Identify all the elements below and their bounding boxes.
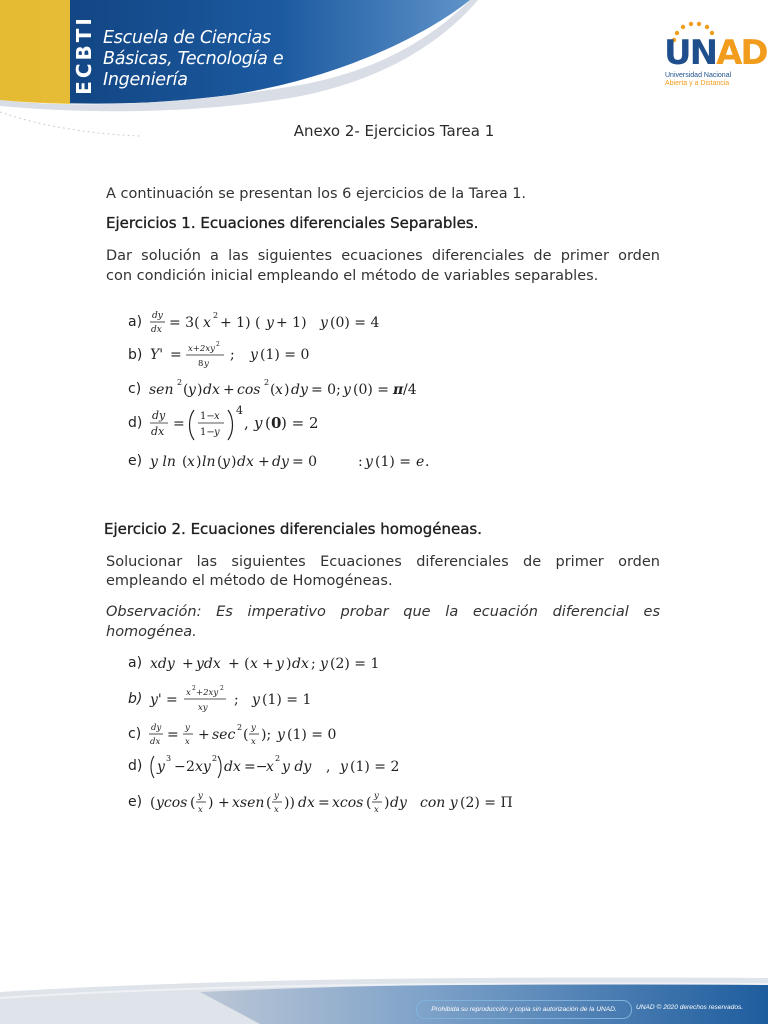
svg-text:dy: dy xyxy=(291,382,309,398)
svg-text:y: y xyxy=(157,759,166,775)
svg-text:y: y xyxy=(214,427,221,438)
svg-text:x: x xyxy=(185,737,190,747)
svg-text:2: 2 xyxy=(264,378,270,387)
logo-subtitle-line-1: Universidad Nacional xyxy=(665,72,732,79)
exercise1-b-label: b) xyxy=(128,347,143,363)
svg-text:(: ( xyxy=(366,795,372,811)
exercise2-e-label: e) xyxy=(128,794,143,810)
svg-text:y: y xyxy=(266,315,274,331)
svg-text:dy: dy xyxy=(152,311,163,321)
school-name-line-2: Básicas, Tecnología e xyxy=(103,49,284,69)
svg-text:y dy: y dy xyxy=(282,759,312,775)
exercise2-a-label: a) xyxy=(128,655,143,671)
school-name xyxy=(103,28,343,91)
svg-text:xy: xy xyxy=(198,703,208,713)
svg-text:y: y xyxy=(365,454,373,470)
svg-text:2: 2 xyxy=(213,311,219,320)
svg-text:) = 2: ) = 2 xyxy=(281,414,319,432)
svg-text:e: e xyxy=(416,454,425,470)
svg-text:y: y xyxy=(254,414,263,432)
svg-text:0: 0 xyxy=(271,414,282,432)
svg-text:=: = xyxy=(173,416,186,432)
exercise2-c xyxy=(128,720,407,748)
svg-text:−: − xyxy=(174,759,187,775)
svg-text:x: x xyxy=(250,656,258,672)
exercise2-c-equation xyxy=(147,720,407,748)
svg-text:(: ( xyxy=(243,727,249,743)
svg-text:): ) xyxy=(197,382,203,398)
logo-subtitle-line-2: Abierta y a Distancia xyxy=(665,80,730,87)
section2-heading: Ejercicio 2. Ecuaciones diferenciales homogéneas. xyxy=(104,520,482,538)
svg-text:(: ( xyxy=(217,454,223,470)
svg-text:(1) = 0: (1) = 0 xyxy=(260,347,310,363)
svg-text:8: 8 xyxy=(198,359,204,369)
svg-text:xy: xy xyxy=(195,759,212,775)
exercise1-b-equation xyxy=(148,341,388,369)
section1-heading: Ejercicios 1. Ecuaciones diferenciales Separables. xyxy=(106,214,479,232)
svg-text:(: ( xyxy=(150,795,156,811)
svg-text:(: ( xyxy=(265,414,272,432)
svg-text:+2xy: +2xy xyxy=(196,688,219,698)
exercise1-e xyxy=(128,448,468,474)
exercise2-d-label: d) xyxy=(128,758,143,774)
svg-text:+: + xyxy=(223,382,235,398)
svg-text:x: x xyxy=(374,805,379,815)
svg-text:dx: dx xyxy=(298,795,315,811)
svg-text:4: 4 xyxy=(236,404,244,417)
svg-text:y: y xyxy=(374,791,379,801)
svg-text:,: , xyxy=(244,414,250,432)
svg-text:2: 2 xyxy=(237,723,243,732)
svg-text:x+2xy: x+2xy xyxy=(188,344,216,354)
svg-text:y': y' xyxy=(150,692,163,708)
svg-text:y: y xyxy=(198,791,203,801)
svg-text:x: x xyxy=(266,759,275,775)
section1-instruction-line-1: Dar solución a las siguientes ecuaciones diferenciales de primer orden xyxy=(106,248,660,264)
svg-text:): ) xyxy=(208,795,214,811)
svg-text:(2) = Π: (2) = Π xyxy=(460,795,513,811)
svg-text:): ) xyxy=(286,656,292,672)
svg-text:);: ); xyxy=(261,727,272,743)
logo-subtitle xyxy=(665,72,749,88)
svg-text:y: y xyxy=(340,759,349,775)
exercise1-a-equation xyxy=(148,309,418,335)
exercise2-a xyxy=(128,650,428,676)
svg-text:y ln: y ln xyxy=(150,454,176,470)
section1-instruction-line-2: con condición inicial empleando el método de variables separables. xyxy=(106,268,599,284)
exercise2-d-equation xyxy=(148,752,448,780)
svg-text:): ) xyxy=(384,795,390,811)
svg-text:(2) = 1: (2) = 1 xyxy=(330,656,380,672)
svg-text:y: y xyxy=(276,656,284,672)
svg-text:y: y xyxy=(277,727,286,743)
svg-text:2: 2 xyxy=(216,341,221,348)
svg-text:x: x xyxy=(186,688,192,698)
svg-text:+ 1) (: + 1) ( xyxy=(220,315,261,331)
svg-text:dx: dx xyxy=(203,382,221,398)
ecbti-text: ECBTI xyxy=(72,15,97,95)
svg-text:): ) xyxy=(231,454,237,470)
svg-text:dx: dx xyxy=(151,425,165,438)
svg-text:2: 2 xyxy=(275,754,281,763)
svg-text:(0) =: (0) = xyxy=(353,382,390,398)
exercise2-a-equation xyxy=(148,650,428,676)
exercise2-c-label: c) xyxy=(128,726,142,742)
exercise2-b-equation xyxy=(148,684,388,714)
svg-text:Y': Y' xyxy=(150,347,164,363)
school-name-line-3: Ingeniería xyxy=(103,70,188,90)
svg-text:(1) = 0: (1) = 0 xyxy=(287,727,337,743)
svg-text:dx: dx xyxy=(150,737,161,747)
exercise2-d xyxy=(128,752,448,780)
logo-ad: AD xyxy=(716,33,767,73)
svg-text:=−: =− xyxy=(244,759,268,775)
svg-text:=: = xyxy=(167,727,179,743)
svg-text:1−: 1− xyxy=(200,427,216,438)
svg-text:x: x xyxy=(275,382,284,398)
svg-text:2: 2 xyxy=(220,685,225,692)
svg-text:dx: dx xyxy=(224,759,242,775)
svg-text:y: y xyxy=(188,382,197,398)
exercise1-d xyxy=(128,404,368,442)
svg-text:con y: con y xyxy=(420,795,458,811)
svg-text:cos: cos xyxy=(237,382,261,398)
exercise2-b xyxy=(128,684,388,714)
svg-text:=: = xyxy=(318,795,330,811)
svg-text:(: ( xyxy=(182,454,188,470)
svg-text:xsen: xsen xyxy=(232,795,265,811)
svg-text:dx: dx xyxy=(237,454,254,470)
svg-text:=: = xyxy=(166,692,179,708)
logo-un: UN xyxy=(664,33,717,73)
svg-text:): ) xyxy=(284,382,290,398)
svg-text:sec: sec xyxy=(212,727,236,743)
footer-notice: Prohibida su reproducción y copia sin autorización de la UNAD. xyxy=(416,1000,632,1019)
svg-text:y: y xyxy=(250,347,259,363)
svg-text:x: x xyxy=(274,805,279,815)
svg-text:y: y xyxy=(185,723,190,733)
svg-text:;: ; xyxy=(230,347,236,363)
svg-text:2: 2 xyxy=(177,378,183,387)
svg-text:2: 2 xyxy=(192,685,197,692)
unad-logo xyxy=(664,20,767,90)
exercise1-d-equation xyxy=(148,404,368,442)
exercise1-e-equation xyxy=(148,448,468,474)
exercise1-a xyxy=(128,309,418,335)
intro-paragraph: A continuación se presentan los 6 ejercicios de la Tarea 1. xyxy=(106,186,527,202)
exercise1-c-label: c) xyxy=(128,381,142,397)
svg-text:+: + xyxy=(258,454,270,470)
footer-banner xyxy=(0,972,768,1024)
svg-text:x: x xyxy=(198,805,203,815)
exercise1-d-label: d) xyxy=(128,415,143,431)
svg-text:x: x xyxy=(203,315,211,331)
svg-text::: : xyxy=(358,454,363,470)
svg-text:2: 2 xyxy=(186,759,196,775)
svg-text:(: ( xyxy=(183,382,189,398)
svg-text:xcos: xcos xyxy=(332,795,364,811)
ecbti-vertical-label xyxy=(72,15,97,95)
exercise1-b xyxy=(128,342,388,368)
svg-text:(: ( xyxy=(270,382,276,398)
svg-text:;: ; xyxy=(311,656,316,672)
svg-text:= 3(: = 3( xyxy=(169,315,200,331)
svg-text:x: x xyxy=(187,454,195,470)
svg-text:y: y xyxy=(251,723,256,733)
svg-text:ln: ln xyxy=(202,454,216,470)
exercise1-a-label: a) xyxy=(128,314,143,330)
svg-text:+ 1): + 1) xyxy=(276,315,307,331)
svg-text:;: ; xyxy=(234,692,240,708)
svg-text:dy: dy xyxy=(151,723,162,733)
svg-text:dy: dy xyxy=(272,454,289,470)
section2-observation-line-1: Observación: Es imperativo probar que la ecuación diferencial es xyxy=(106,604,660,620)
svg-text:(1) =: (1) = xyxy=(375,454,412,470)
svg-text:dx: dx xyxy=(292,656,309,672)
svg-text:3: 3 xyxy=(166,754,172,763)
svg-text:sen: sen xyxy=(149,382,174,398)
svg-text:dy: dy xyxy=(390,795,407,811)
svg-text:(1) = 2: (1) = 2 xyxy=(350,759,400,775)
exercise1-c-equation xyxy=(147,376,467,402)
svg-text:y: y xyxy=(320,656,328,672)
svg-text:2: 2 xyxy=(212,754,218,763)
svg-text:/4: /4 xyxy=(403,382,417,398)
svg-text:x: x xyxy=(251,737,256,747)
svg-text:1−: 1− xyxy=(200,411,216,422)
svg-text:=: = xyxy=(170,347,183,363)
exercise1-c xyxy=(128,376,467,402)
svg-text:+: + xyxy=(198,727,210,743)
svg-text:+: + xyxy=(262,656,274,672)
svg-text:(0) = 4: (0) = 4 xyxy=(330,315,380,331)
svg-text:y: y xyxy=(343,382,352,398)
svg-text:+: + xyxy=(218,795,230,811)
svg-text:.: . xyxy=(425,454,430,470)
svg-text:= 0;: = 0; xyxy=(311,382,341,398)
svg-text:ydx: ydx xyxy=(196,656,221,672)
svg-text:y: y xyxy=(222,454,230,470)
logo-wordmark xyxy=(664,32,767,74)
svg-text:xdy: xdy xyxy=(150,656,175,672)
svg-text:= 0: = 0 xyxy=(292,454,318,470)
svg-text:+ (: + ( xyxy=(228,656,250,672)
section2-observation-line-2: homogénea. xyxy=(106,624,197,640)
footer-copyright: UNAD © 2020 derechos reservados. xyxy=(636,1004,744,1011)
svg-text:+: + xyxy=(182,656,194,672)
svg-text:(1) = 1: (1) = 1 xyxy=(262,692,312,708)
section2-instruction-line-2: empleando el método de Homogéneas. xyxy=(106,573,393,589)
svg-text:(: ( xyxy=(190,795,196,811)
svg-text:x: x xyxy=(214,411,220,422)
svg-text:dy: dy xyxy=(152,409,166,422)
svg-text:): ) xyxy=(196,454,202,470)
exercise1-e-label: e) xyxy=(128,453,143,469)
svg-text:y: y xyxy=(274,791,279,801)
svg-text:y: y xyxy=(204,359,210,369)
exercise2-b-label: b) xyxy=(128,691,143,707)
svg-text:y: y xyxy=(320,315,328,331)
svg-text:y: y xyxy=(252,692,261,708)
exercise2-e xyxy=(128,788,548,816)
svg-text:)): )) xyxy=(284,795,296,811)
section2-instruction-line-1: Solucionar las siguientes Ecuaciones diferenciales de primer orden xyxy=(106,554,660,570)
svg-text:π: π xyxy=(393,382,404,398)
exercise2-e-equation xyxy=(148,788,548,816)
document-title: Anexo 2- Ejercicios Tarea 1 xyxy=(293,122,495,140)
svg-text:ycos: ycos xyxy=(156,795,188,811)
school-name-line-1: Escuela de Ciencias xyxy=(103,28,271,48)
svg-text:dx: dx xyxy=(151,325,162,335)
svg-text:,: , xyxy=(326,759,331,775)
svg-text:(: ( xyxy=(266,795,272,811)
